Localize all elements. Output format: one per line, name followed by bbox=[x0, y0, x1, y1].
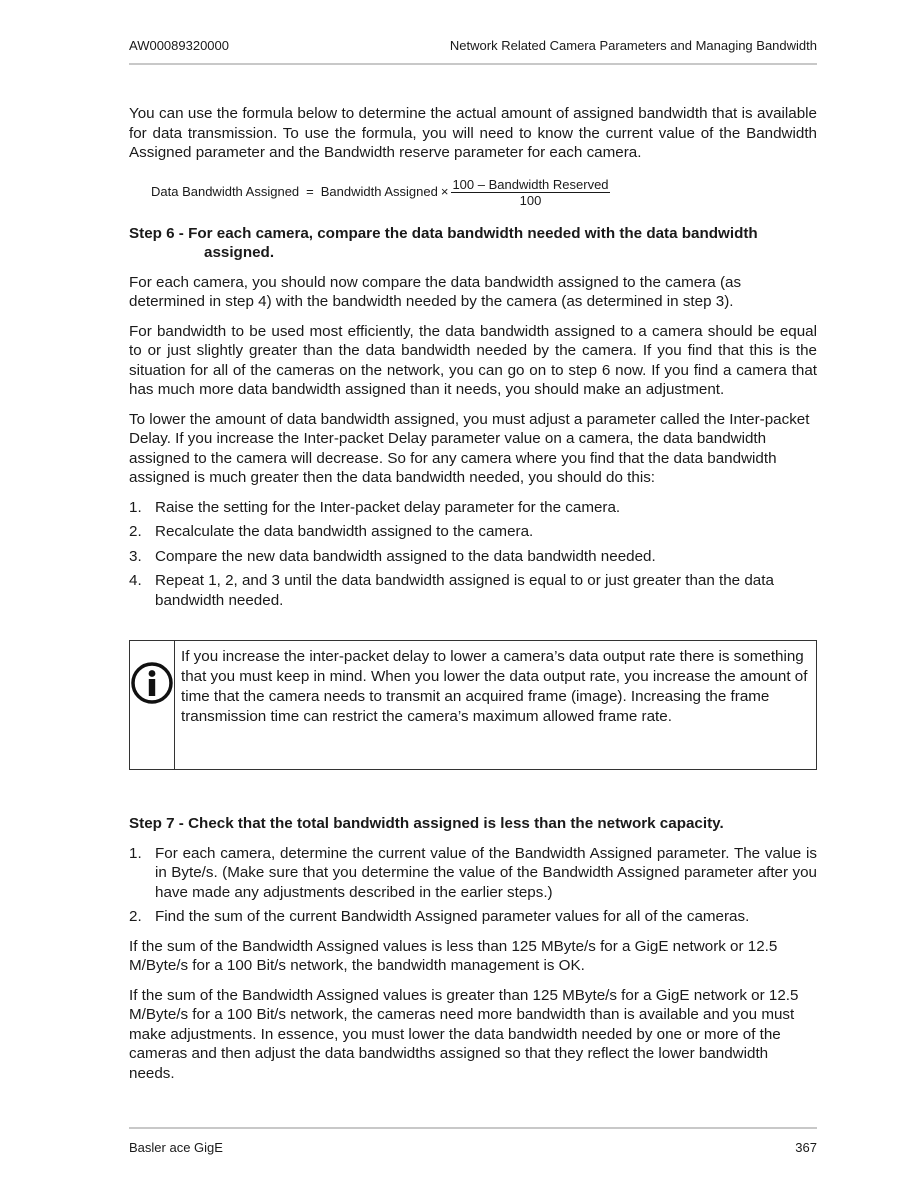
product-name: Basler ace GigE bbox=[129, 1140, 223, 1155]
bandwidth-formula bbox=[151, 177, 817, 208]
list-item bbox=[129, 571, 817, 610]
doc-id: AW00089320000 bbox=[129, 38, 229, 53]
list-number: 2. bbox=[129, 523, 142, 540]
list-text: For each camera, determine the current value of the Bandwidth Assigned parameter. The value is in Byte/s. (Make sure that you determine the value of the Bandwidth Assigned parameter after you have made any adjustments described in the earlier steps.) bbox=[155, 844, 817, 901]
list-number: 1. bbox=[129, 498, 142, 516]
section-title: Network Related Camera Parameters and Managing Bandwidth bbox=[449, 38, 817, 53]
list-text: Find the sum of the current Bandwidth Assigned parameter values for all of the cameras. bbox=[155, 908, 750, 925]
page-number: 367 bbox=[795, 1140, 817, 1155]
formula-fraction bbox=[451, 177, 609, 208]
note-text: If you increase the inter-packet delay to lower a camera’s data output rate there is something that you must keep in mind. When you lower the data output rate, you increase the amount of time that the camera needs to transmit an acquired frame (image). Increasing the frame transmission time can restrict the camera’s maximum allowed frame rate. bbox=[181, 648, 808, 725]
list-number: 2. bbox=[129, 908, 142, 925]
list-item bbox=[129, 844, 817, 903]
list-text: Repeat 1, 2, and 3 until the data bandwidth assigned is equal to or just greater than the data bandwidth needed. bbox=[155, 572, 774, 609]
list-item bbox=[129, 498, 817, 518]
step7-heading: Step 7 - Check that the total bandwidth assigned is less than the network capacity. bbox=[129, 815, 724, 832]
list-number: 3. bbox=[129, 547, 142, 565]
list-text: Compare the new data bandwidth assigned to the data bandwidth needed. bbox=[155, 547, 656, 565]
list-number: 4. bbox=[129, 572, 142, 589]
step6-paragraph: To lower the amount of data bandwidth assigned, you must adjust a parameter called the Inter-packet Delay. If you increase the Inter-packet Delay parameter value on a camera, the data bandwidth assigned to the camera will decrease. So for any camera where you find that the data bandwidth assigned is much greater then the data bandwidth needed, you should do this: bbox=[129, 410, 810, 486]
formula-term: Bandwidth Assigned bbox=[320, 184, 438, 200]
page-header bbox=[129, 38, 817, 53]
formula-lhs: Data Bandwidth Assigned bbox=[151, 184, 300, 200]
page-body bbox=[129, 104, 817, 1093]
list-item bbox=[129, 522, 817, 542]
info-note-box bbox=[129, 640, 817, 770]
step6-list bbox=[129, 498, 817, 611]
formula-denominator: 100 bbox=[519, 192, 542, 208]
header-rule bbox=[129, 63, 817, 65]
formula-numerator: 100 – Bandwidth Reserved bbox=[452, 176, 609, 192]
step7-paragraph: If the sum of the Bandwidth Assigned values is greater than 125 MByte/s for a GigE network or 12.5 M/Byte/s for a 100 Bit/s network, the cameras need more bandwidth than is available and you must make adjustments. In essence, you must lower the data bandwidth needed by one or more of the cameras and then adjust the data bandwidths assigned so that they reflect the lower bandwidth needs. bbox=[129, 986, 799, 1082]
formula-times: × bbox=[440, 184, 449, 200]
step6-heading: Step 6 - For each camera, compare the data bandwidth needed with the data bandwidth assigned. bbox=[129, 224, 758, 261]
intro-paragraph: You can use the formula below to determine the actual amount of assigned bandwidth that is available for data transmission. To use the formula, you will need to know the current value of the Bandwidth Assigned parameter and the Bandwidth reserve parameter for each camera. bbox=[129, 105, 817, 161]
formula-equals: = bbox=[306, 184, 314, 200]
step7-paragraph: If the sum of the Bandwidth Assigned values is less than 125 MByte/s for a GigE network or 12.5 M/Byte/s for a 100 Bit/s network, the bandwidth management is OK. bbox=[129, 937, 778, 974]
list-item bbox=[129, 907, 817, 927]
list-text: Recalculate the data bandwidth assigned to the camera. bbox=[155, 523, 534, 540]
step6-paragraph: For bandwidth to be used most efficiently, the data bandwidth assigned to a camera should be equal to or just slightly greater than the data bandwidth needed by the camera. If you find that this is the situation for all of the cameras on the network, you can go on to step 6 now. If you find a camera that has much more data bandwidth assigned than it needs, you should make an adjustment. bbox=[129, 322, 817, 398]
footer-rule bbox=[129, 1127, 817, 1129]
list-number: 1. bbox=[129, 844, 142, 862]
step7-list bbox=[129, 844, 817, 927]
page-footer bbox=[129, 1140, 817, 1155]
list-text: Raise the setting for the Inter-packet delay parameter for the camera. bbox=[155, 498, 621, 516]
list-item bbox=[129, 547, 817, 567]
step6-paragraph: For each camera, you should now compare the data bandwidth assigned to the camera (as determined in step 4) with the bandwidth needed by the camera (as determined in step 3). bbox=[129, 273, 742, 310]
info-icon bbox=[130, 641, 175, 769]
